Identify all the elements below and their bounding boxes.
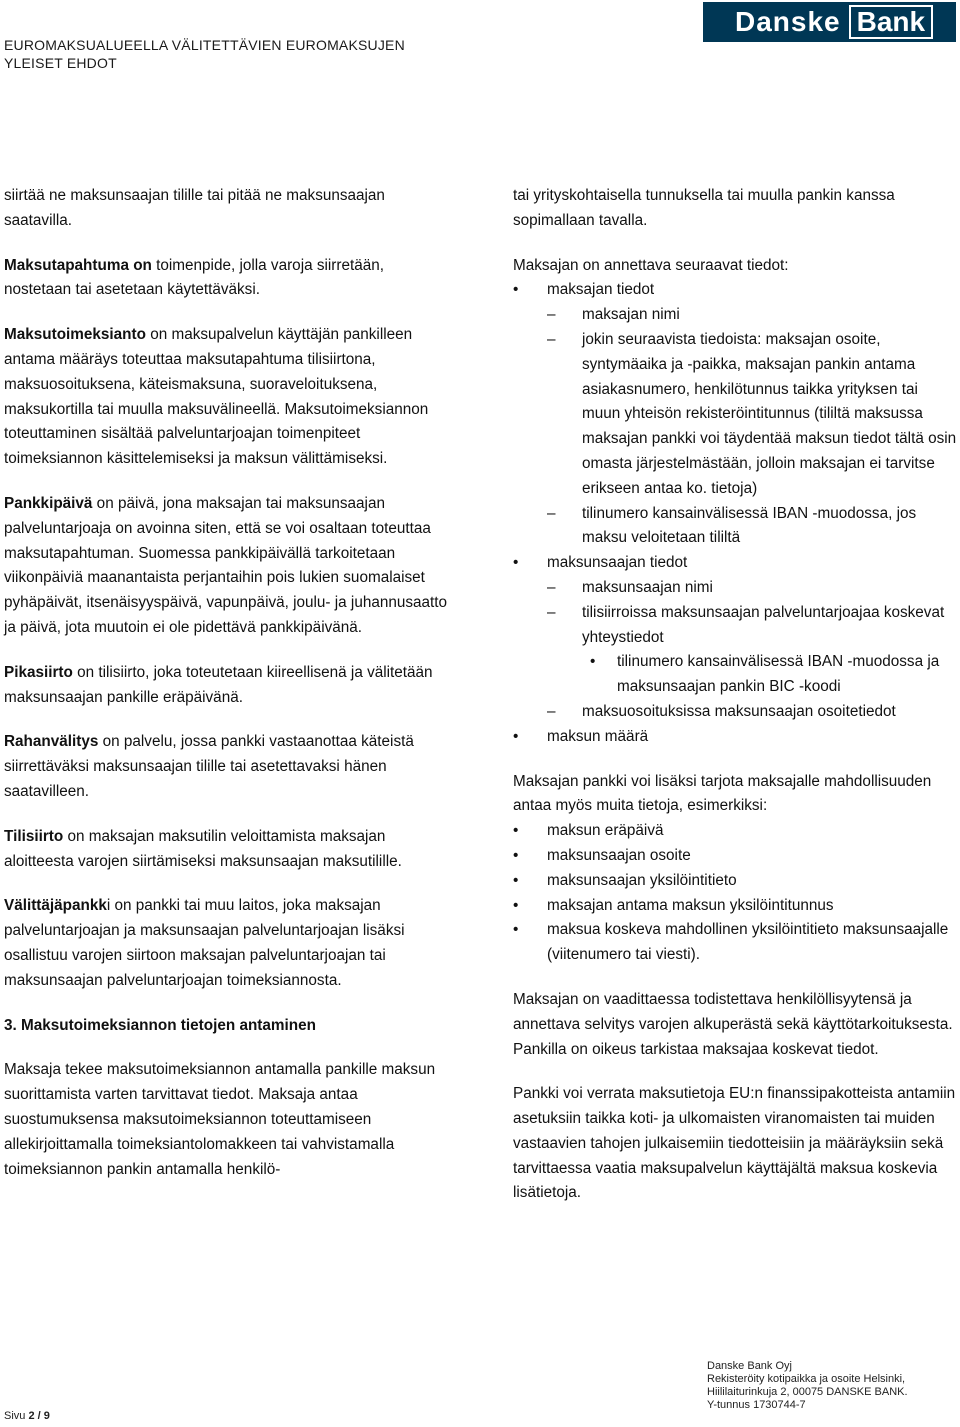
paragraph-continuation: siirtää ne maksunsaajan tilille tai pitää ne maksunsaajan saatavilla.: [4, 187, 385, 229]
list-item: – maksuosoituksissa maksunsaajan osoitetiedot: [547, 700, 958, 725]
definition-text: i on pankki tai muu laitos, joka maksajan palveluntarjoajan ja maksunsaajan palveluntarjoajan lisäksi osallistuu varojen siirtoon maksajan palveluntarjoajan tai maksunsaajan palveluntarjoajan toimeksiannosta.: [4, 897, 405, 989]
document-title-line-1: EUROMAKSUALUEELLA VÄLITETTÄVIEN EUROMAKSUJEN: [4, 37, 405, 53]
section-paragraph: Maksaja tekee maksutoimeksiannon antamalla pankille maksun suorittamista varten tarvittavat tiedot. Maksaja antaa suostumuksensa maksutoimeksiannon toteuttamiseen allekirjoittamalla toimeksiantolomakkeen tai vahvistamalla toimeksiannon pankin antamalla henkilö-: [4, 1061, 436, 1178]
identity-paragraph: Maksajan on vaadittaessa todistettava henkilöllisyytensä ja annettava selvitys varojen alkuperästä sekä käyttötarkoituksesta. Pankilla on oikeus tarkistaa maksajaa koskevat tiedot.: [513, 990, 953, 1058]
definition-term: Pikasiirto: [4, 663, 73, 681]
document-title: [4, 36, 405, 72]
optional-info-list: [513, 819, 958, 968]
list-item: – maksunsaajan nimi: [547, 576, 958, 601]
required-info-list: [513, 278, 958, 749]
definition-term: Välittäjäpankk: [4, 897, 107, 915]
definition-pikasiirto: [4, 661, 454, 711]
definition-text: toimenpide, jolla varoja siirretään, nostetaan tai asetetaan käytettäväksi.: [4, 256, 385, 299]
definition-text: on tilisiirto, joka toteutetaan kiireellisenä ja välitetään maksunsaajan pankille eräpäivänä.: [4, 663, 433, 706]
list-item: • maksajan antama maksun yksilöintitunnus: [513, 894, 958, 919]
list-item: • maksun määrä: [513, 725, 958, 750]
company-business-id: Y-tunnus 1730744-7: [707, 1399, 806, 1411]
company-name: Danske Bank Oyj: [707, 1360, 792, 1372]
danske-bank-logo: [703, 2, 956, 42]
definition-text: on maksajan maksutilin veloittamista maksajan aloitteesta varojen siirtämiseksi maksunsaajan maksutilille.: [4, 827, 402, 870]
definition-rahanvalitys: [4, 730, 454, 804]
definition-text: on palvelu, jossa pankki vastaanottaa käteistä siirrettäväksi maksunsaajan tilille tai asetettavaksi hänen saatavilleen.: [4, 733, 414, 800]
sanctions-paragraph: Pankki voi verrata maksutietoja EU:n finanssipakotteista antamiin asetuksiin taikka koti- ja ulkomaisten viranomaisten tai muiden vastaavien tahojen julkaisemiin tiedotteisiin ja määräyksiin sekä tarvittaessa vaatia maksupalvelun käyttäjältä maksua koskevia lisätietoja.: [513, 1085, 956, 1202]
footer-company-info: [707, 1360, 908, 1412]
sub-list: [547, 303, 958, 551]
definition-term: Pankkipäivä: [4, 494, 93, 512]
list-item: • tilinumero kansainvälisessä IBAN -muodossa ja maksunsaajan pankin BIC -koodi: [582, 650, 958, 700]
list-item: – maksajan nimi: [547, 303, 958, 328]
definition-tilisiirto: [4, 825, 454, 875]
paragraph-continuation: tai yrityskohtaisella tunnuksella tai muulla pankin kanssa sopimallaan tavalla.: [513, 187, 895, 229]
list-item: • maksajan tiedot – maksajan nimi – jokin seuraavista tiedoista: maksajan osoite, syntymäaika ja -paikka, maksajan pankin antama asiakasnumero, henkilötunnus taikka yrityksen tai muun yhteisön rekisteröintitunnus (tililtä maksussa maksajan pankki voi täydentää maksun tiedot tältä osin omasta järjestelmästään, jolloin maksajan ei tarvitse erikseen antaa ko. tietoja) – tilinumero kansainvälisessä IBAN -muodossa, jos maksu veloitetaan tililtä: [513, 278, 958, 551]
logo-word-bank: Bank: [849, 5, 933, 39]
section-heading: 3. Maksutoimeksiannon tietojen antaminen: [4, 1016, 316, 1034]
page-count: 2 / 9: [28, 1410, 50, 1422]
list-item: • maksunsaajan yksilöintitieto: [513, 869, 958, 894]
document-title-line-2: YLEISET EHDOT: [4, 55, 117, 71]
list-item: – tilisiirroissa maksunsaajan palveluntarjoajaa koskevat yhteystiedot • tilinumero kansainvälisessä IBAN -muodossa ja maksunsaajan pankin BIC -koodi: [547, 601, 958, 700]
logo-word-danske: Danske: [735, 6, 841, 37]
definition-term: Maksutapahtuma on: [4, 256, 152, 274]
definition-text: on päivä, jona maksajan tai maksunsaajan palveluntarjoaja on avoinna siten, että se voi osaltaan toteuttaa maksutapahtuman. Suomessa pankkipäivällä tarkoitetaan viikonpäiviä maanantaista perjantaihin pois lukien suomalaiset pyhäpäivät, itsenäisyyspäivä, vapunpäivä, joulu- ja juhannusaatto ja päivä, jota muutoin ei ole pidettävä pankkipäivänä.: [4, 494, 448, 636]
definition-term: Maksutoimeksianto: [4, 326, 146, 344]
optional-info-intro: Maksajan pankki voi lisäksi tarjota maksajalle mahdollisuuden antaa myös muita tietoja, esimerkiksi:: [513, 772, 932, 815]
company-address: Hiililaiturinkuja 2, 00075 DANSKE BANK.: [707, 1386, 908, 1398]
list-item: • maksunsaajan osoite: [513, 844, 958, 869]
definition-maksutoimeksianto: [4, 323, 454, 472]
list-item: • maksua koskeva mahdollinen yksilöintitieto maksunsaajalle (viitenumero tai viesti).: [513, 918, 958, 968]
definition-term: Rahanvälitys: [4, 733, 99, 751]
list-item: • maksunsaajan tiedot – maksunsaajan nimi – tilisiirroissa maksunsaajan palveluntarjoajaa koskevat yhteystiedot • tilinumero kansainvälisessä IBAN -muodossa ja maksunsaajan pankin BIC -koodi – maksuosoituksissa maksunsaajan osoitetiedot: [513, 551, 958, 725]
sub-sub-list: [582, 650, 958, 700]
definition-pankkipaiva: [4, 492, 454, 641]
sub-list: [547, 576, 958, 725]
page-label: Sivu: [4, 1410, 26, 1422]
right-column: [513, 184, 958, 1226]
definition-valittajapankki: [4, 894, 454, 993]
definition-maksutapahtuma: [4, 254, 454, 304]
company-registration: Rekisteröity kotipaikka ja osoite Helsinki,: [707, 1373, 906, 1385]
required-info-intro: Maksajan on annettava seuraavat tiedot:: [513, 256, 789, 274]
page-number: [4, 1410, 50, 1422]
left-column: [4, 184, 454, 1202]
list-item: – jokin seuraavista tiedoista: maksajan osoite, syntymäaika ja -paikka, maksajan pankin antama asiakasnumero, henkilötunnus taikka yrityksen tai muun yhteisön rekisteröintitunnus (tililtä maksussa maksajan pankki voi täydentää maksun tiedot tältä osin omasta järjestelmästään, jolloin maksajan ei tarvitse erikseen antaa ko. tietoja): [547, 328, 958, 502]
list-item: – tilinumero kansainvälisessä IBAN -muodossa, jos maksu veloitetaan tililtä: [547, 502, 958, 552]
definition-term: Tilisiirto: [4, 827, 64, 845]
list-item: • maksun eräpäivä: [513, 819, 958, 844]
definition-text: on maksupalvelun käyttäjän pankilleen antama määräys toteuttaa maksutapahtuma tilisiirtona, maksuosoituksena, käteismaksuna, suoraveloituksena, maksukortilla tai muulla maksuvälineellä. Maksutoimeksiannon toteuttaminen sisältää palveluntarjoajan toimenpiteet toimeksiannon käsittelemiseksi ja maksun välittämiseksi.: [4, 326, 429, 468]
